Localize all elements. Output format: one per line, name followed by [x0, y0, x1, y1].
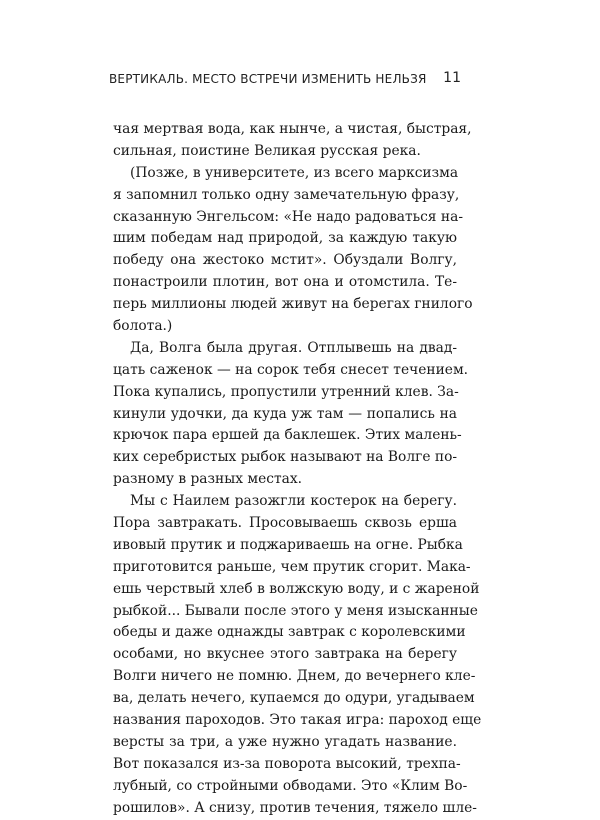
text-line: сказанную Энгельсом: «Не надо радоваться на-: [113, 208, 463, 225]
text-line: приготовится раньше, чем прутик сгорит. Мака-: [113, 558, 471, 575]
text-line: Волги ничего не помню. Днем, до вечернего кле-: [113, 668, 476, 685]
text-line: лубный, со стройными обводами. Это «Клим Во-: [113, 777, 468, 794]
text-line: обеды и даже однажды завтрак с королевскими: [113, 624, 466, 641]
text-line: болота.): [113, 318, 173, 335]
text-line: понастроили плотин, вот она и отомстила. Те-: [113, 274, 457, 291]
text-line: цать саженок — на сорок тебя снесет течением.: [113, 361, 469, 378]
text-line: ивовый прутик и поджариваешь на огне. Рыбка: [113, 536, 463, 553]
text-line: перь миллионы людей живут на берегах гнилого: [113, 296, 473, 313]
text-line: победу она жестоко мстит». Обуздали Волгу,: [113, 252, 457, 269]
text-line: Пора завтракать. Просовываешь сквозь ерша: [113, 515, 457, 532]
text-line: названия пароходов. Это такая игра: пароход еще: [113, 712, 482, 729]
text-line: версты за три, а уже нужно угадать название.: [113, 733, 457, 750]
text-line: Да, Волга была другая. Отплывешь на двад-: [130, 339, 457, 356]
running-title: ВЕРТИКАЛЬ. МЕСТО ВСТРЕЧИ ИЗМЕНИТЬ НЕЛЬЗЯ: [109, 72, 427, 86]
text-line: рошилов». А снизу, против течения, тяжело шле-: [113, 799, 477, 816]
text-line: крючок пара ершей да баклешек. Этих малень-: [113, 427, 462, 444]
running-header: [109, 70, 461, 88]
text-line: Вот показался из-за поворота высокий, трехпа-: [113, 755, 461, 772]
text-line: я запомнил только одну замечательную фразу,: [113, 186, 460, 203]
text-line: ва, делать нечего, купаемся до одури, угадываем: [113, 690, 475, 707]
text-line: чая мертвая вода, как нынче, а чистая, быстрая,: [113, 121, 472, 137]
text-line: (Позже, в университете, из всего марксизма: [130, 164, 459, 181]
text-line: особами, но вкуснее этого завтрака на берегу: [113, 646, 457, 663]
text-line: сильная, поистине Великая русская река.: [113, 142, 421, 159]
text-line: ешь черствый хлеб в волжскую воду, и с жареной: [113, 580, 480, 597]
text-line: рыбкой... Бывали после этого у меня изысканные: [113, 602, 478, 619]
text-line: разному в разных местах.: [113, 471, 303, 488]
text-line: кинули удочки, да куда уж там — попались на: [113, 405, 457, 422]
text-line: Пока купались, пропустили утренний клев. За-: [113, 383, 459, 400]
body-text: [113, 119, 482, 820]
text-line: шим победам над природой, за каждую такую: [113, 230, 457, 247]
text-line: ких серебристых рыбок называют на Волге по-: [113, 449, 458, 466]
text-line: Мы с Наилем разожгли костерок на берегу.: [130, 493, 457, 510]
page-number: 11: [443, 70, 461, 86]
